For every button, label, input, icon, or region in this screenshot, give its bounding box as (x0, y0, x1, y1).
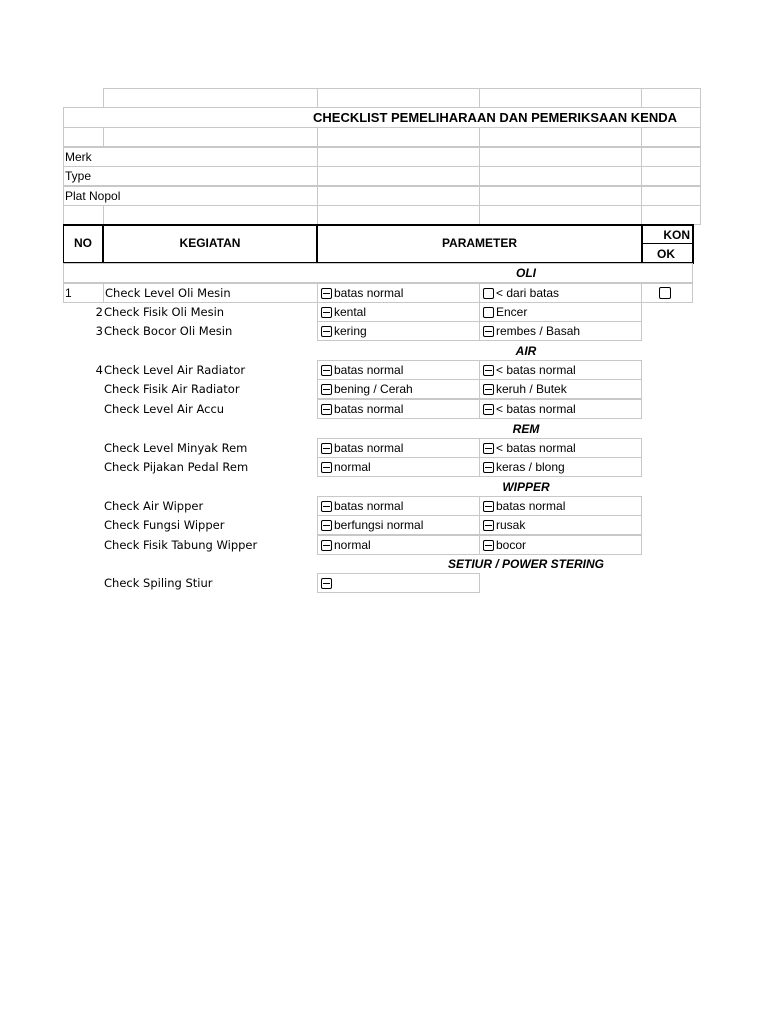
checkbox-icon[interactable] (321, 288, 332, 299)
header-divider (692, 224, 694, 264)
activity-label: Check Level Air Radiator (104, 363, 246, 377)
header-kegiatan: KEGIATAN (179, 236, 241, 250)
grid-cell (317, 186, 480, 206)
checkbox-icon[interactable] (483, 384, 494, 395)
checkbox-icon[interactable] (483, 326, 494, 337)
parameter-option[interactable]: rembes / Basah (479, 321, 642, 341)
parameter-option[interactable]: batas normal (317, 438, 480, 458)
section-air: AIR (515, 344, 537, 358)
checkbox-icon[interactable] (321, 384, 332, 395)
checkbox-icon[interactable] (659, 287, 671, 299)
parameter-option[interactable]: Encer (479, 302, 642, 322)
section-rem: REM (512, 422, 540, 436)
checkbox-icon[interactable] (321, 326, 332, 337)
grid-cell (103, 127, 318, 147)
grid-cell (641, 147, 701, 167)
grid-cell (317, 147, 480, 167)
grid-cell (317, 166, 480, 186)
checkbox-icon[interactable] (483, 462, 494, 473)
checkbox-icon[interactable] (483, 288, 494, 299)
checkbox-icon[interactable] (321, 578, 332, 589)
activity-label: Check Fisik Tabung Wipper (104, 538, 258, 552)
section-wipper: WIPPER (502, 480, 550, 494)
header-parameter: PARAMETER (441, 236, 518, 250)
activity-label: Check Fisik Oli Mesin (104, 305, 225, 319)
grid-cell (479, 205, 642, 225)
header-no: NO (74, 236, 92, 250)
checkbox-icon[interactable] (483, 540, 494, 551)
activity-label: Check Fisik Air Radiator (104, 382, 240, 396)
parameter-option[interactable]: < batas normal (479, 438, 642, 458)
grid-cell (641, 127, 701, 147)
grid-cell (103, 88, 318, 108)
grid-cell (63, 127, 104, 147)
checkbox-icon[interactable] (321, 365, 332, 376)
kondisi-ok-cell[interactable] (641, 283, 693, 303)
parameter-option[interactable]: bocor (479, 535, 642, 555)
parameter-option[interactable]: batas normal (317, 399, 480, 419)
checkbox-icon[interactable] (483, 307, 494, 318)
checkbox-icon[interactable] (321, 307, 332, 318)
grid-cell (479, 166, 642, 186)
activity-label: Check Fungsi Wipper (104, 518, 225, 532)
row-number: 4 (95, 363, 103, 377)
parameter-option[interactable]: kering (317, 321, 480, 341)
grid-cell (317, 127, 480, 147)
checkbox-icon[interactable] (321, 404, 332, 415)
parameter-option[interactable]: < batas normal (479, 360, 642, 380)
grid-cell (103, 205, 318, 225)
section-oli: OLI (516, 266, 536, 280)
parameter-option[interactable]: batas normal (317, 496, 480, 516)
parameter-option[interactable]: normal (317, 535, 480, 555)
grid-cell (317, 88, 480, 108)
parameter-option[interactable]: < batas normal (479, 399, 642, 419)
grid-cell (641, 166, 701, 186)
checkbox-icon[interactable] (321, 540, 332, 551)
grid-cell (479, 147, 642, 167)
header-top-border (63, 224, 693, 226)
activity-label: Check Level Oli Mesin (103, 283, 318, 303)
parameter-option[interactable]: < dari batas (479, 283, 642, 303)
info-label-type: Type (63, 166, 318, 186)
grid-cell (641, 186, 701, 206)
info-label-merk: Merk (63, 147, 318, 167)
grid-cell (479, 186, 642, 206)
activity-label: Check Air Wipper (104, 499, 204, 513)
info-label-plat-nopol: Plat Nopol (63, 186, 318, 206)
parameter-option[interactable]: berfungsi normal (317, 515, 480, 535)
parameter-option[interactable]: batas normal (317, 360, 480, 380)
grid-cell (479, 127, 642, 147)
grid-cell (641, 205, 701, 225)
grid-cell (479, 88, 642, 108)
activity-label: Check Level Minyak Rem (104, 441, 248, 455)
activity-label: Check Level Air Accu (104, 402, 225, 416)
parameter-option[interactable]: keruh / Butek (479, 379, 642, 399)
row-number: 2 (95, 305, 103, 319)
section-setiur: SETIUR / POWER STERING (447, 557, 604, 571)
parameter-option[interactable]: keras / blong (479, 457, 642, 477)
checkbox-icon[interactable] (483, 443, 494, 454)
activity-label: Check Pijakan Pedal Rem (104, 460, 249, 474)
header-divider (641, 243, 693, 244)
grid-cell (317, 205, 480, 225)
checkbox-icon[interactable] (483, 365, 494, 376)
header-ok: OK (657, 247, 675, 261)
document-title: CHECKLIST PEMELIHARAAN DAN PEMERIKSAAN KENDA (313, 110, 678, 125)
grid-cell (641, 88, 701, 108)
checkbox-icon[interactable] (483, 520, 494, 531)
parameter-option[interactable]: kental (317, 302, 480, 322)
checkbox-icon[interactable] (483, 501, 494, 512)
checkbox-icon[interactable] (321, 520, 332, 531)
parameter-option[interactable]: batas normal (317, 283, 480, 303)
checkbox-icon[interactable] (321, 443, 332, 454)
header-kondisi: KON (663, 228, 690, 242)
row-number: 1 (63, 283, 104, 303)
parameter-option[interactable]: normal (317, 457, 480, 477)
activity-label: Check Bocor Oli Mesin (104, 324, 233, 338)
parameter-option[interactable]: rusak (479, 515, 642, 535)
grid-cell (63, 205, 104, 225)
activity-label: Check Spiling Stiur (104, 576, 213, 590)
checkbox-icon[interactable] (483, 404, 494, 415)
checkbox-icon[interactable] (321, 501, 332, 512)
parameter-option[interactable]: bening / Cerah (317, 379, 480, 399)
section-row (63, 263, 693, 283)
parameter-option[interactable] (317, 573, 480, 593)
parameter-option[interactable]: batas normal (479, 496, 642, 516)
row-number: 3 (95, 324, 103, 338)
checkbox-icon[interactable] (321, 462, 332, 473)
